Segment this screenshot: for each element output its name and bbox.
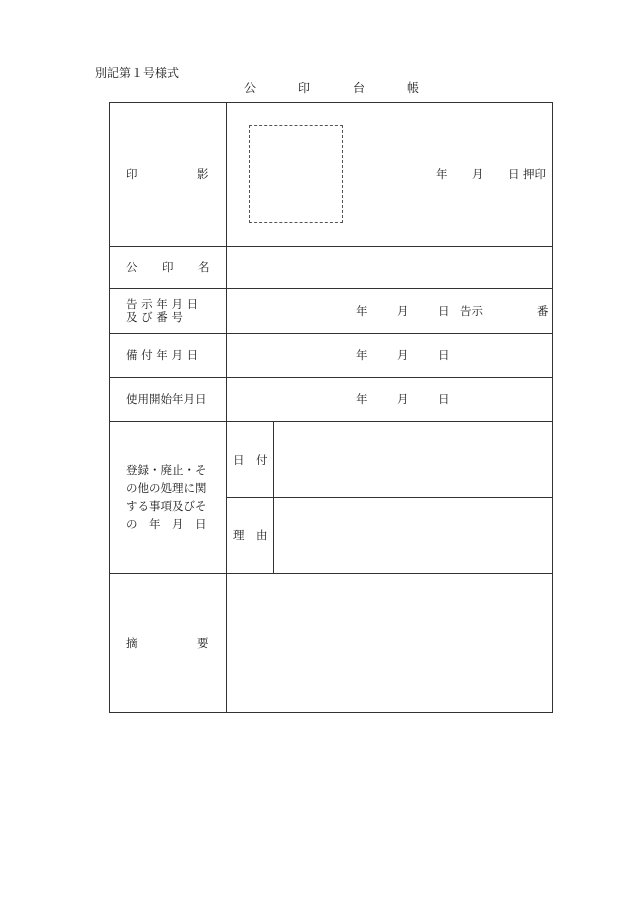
- row-divider: [109, 288, 553, 289]
- title-char-4: 帳: [407, 81, 420, 95]
- provision-date-label: 備 付 年 月 日: [126, 348, 199, 362]
- registration-label-line3: する事項及びそ: [126, 499, 207, 513]
- registration-label-line4: の 年 月 日: [126, 517, 207, 531]
- provision-year: 年: [356, 348, 368, 362]
- start-use-year: 年: [356, 392, 368, 406]
- document-title: [0, 79, 630, 95]
- notice-year: 年: [356, 304, 368, 318]
- summary-label-a: 摘: [126, 636, 138, 650]
- registration-date-label: 日 付: [233, 453, 268, 467]
- seal-impression-box[interactable]: [249, 125, 343, 223]
- seal-name-label-a: 公: [126, 260, 138, 274]
- notice-month: 月: [397, 304, 409, 318]
- notice-label-line2: 及 び 番 号: [126, 310, 183, 324]
- form-number-label: 別記第１号様式: [95, 66, 180, 80]
- seal-name-label-c: 名: [198, 260, 210, 274]
- summary-field[interactable]: [227, 574, 552, 712]
- registration-label-line1: 登録・廃止・そ: [126, 463, 207, 477]
- impression-label-b: 影: [197, 167, 209, 181]
- notice-day: 日: [438, 304, 450, 318]
- impression-year: 年: [436, 167, 448, 181]
- title-char-3: 台: [353, 81, 366, 95]
- registration-reason-label: 理 由: [233, 528, 268, 542]
- seal-name-field[interactable]: [227, 247, 552, 287]
- provision-day: 日: [438, 348, 450, 362]
- row-divider: [109, 333, 553, 334]
- seal-name-label-b: 印: [162, 260, 174, 274]
- summary-label-b: 要: [197, 636, 209, 650]
- notice-label-line1: 告 示 年 月 日: [126, 297, 199, 311]
- start-use-day: 日: [438, 392, 450, 406]
- impression-month: 月: [472, 167, 484, 181]
- registration-label-line2: の他の処理に関: [126, 481, 207, 495]
- registration-date-field[interactable]: [274, 422, 552, 496]
- start-use-label: 使用開始年月日: [126, 392, 207, 406]
- notice-word: 告示: [460, 304, 483, 318]
- title-char-2: 印: [298, 81, 311, 95]
- impression-day: 日: [508, 167, 520, 181]
- row-divider: [109, 377, 553, 378]
- seal-note: 押印: [523, 167, 546, 181]
- registration-reason-field[interactable]: [274, 498, 552, 572]
- title-char-1: 公: [244, 81, 257, 95]
- impression-label-a: 印: [126, 167, 138, 181]
- provision-month: 月: [397, 348, 409, 362]
- start-use-month: 月: [397, 392, 409, 406]
- notice-number-word: 番: [537, 304, 549, 318]
